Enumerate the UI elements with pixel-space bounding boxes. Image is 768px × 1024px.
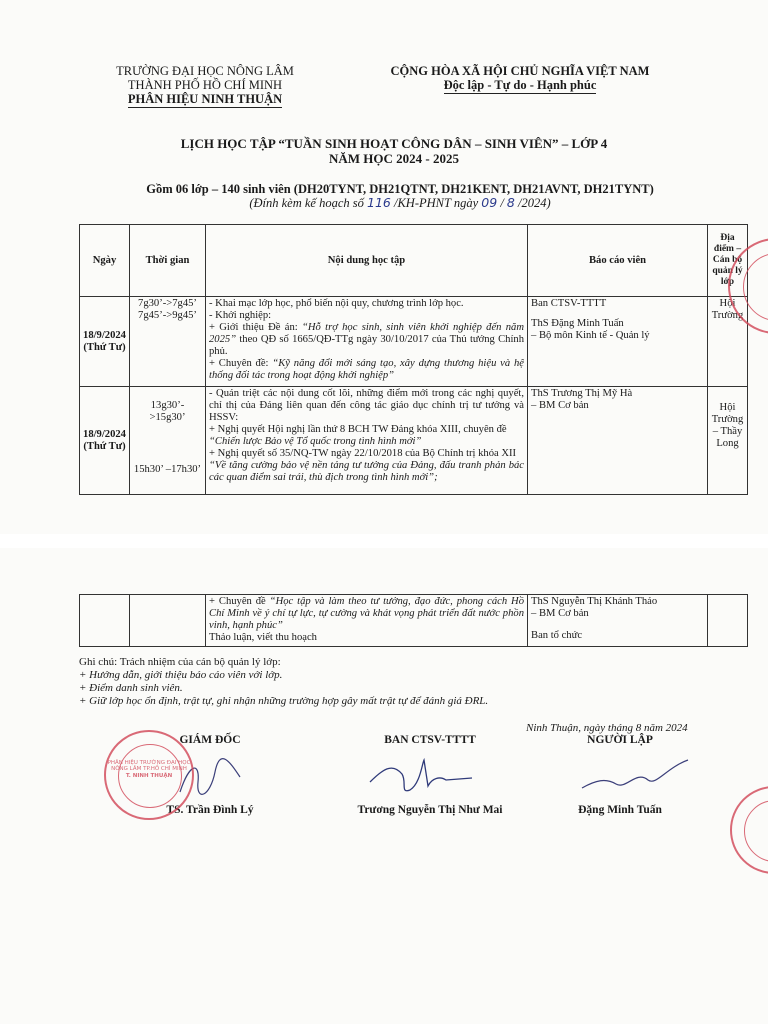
row1-weekday: (Thứ Tư) — [83, 341, 126, 353]
row2-location-value: Hội Trường – Thầy Long — [711, 402, 744, 449]
row1-c4-pre: + Chuyên đề: — [209, 358, 273, 369]
national-header — [386, 64, 654, 94]
plan-number-handwritten: 116 — [367, 195, 391, 210]
attach-suffix: /2024) — [514, 196, 551, 210]
title-line1: LỊCH HỌC TẬP “TUẦN SINH HOẠT CÔNG DÂN – SINH VIÊN” – LỚP 4 — [180, 136, 608, 151]
row3-content-line2: Thảo luận, viết thu hoạch — [209, 632, 317, 643]
preparer-name: Đặng Minh Tuấn — [578, 804, 662, 816]
row1-speaker — [528, 297, 708, 387]
row2-time1: 13g30’->15g30’ — [149, 400, 186, 423]
row2-location — [708, 387, 748, 495]
class-composition: Gồm 06 lớp – 140 sinh viên (DH20TYNT, DH21QTNT, DH21KENT, DH21AVNT, DH21TYNT) — [146, 182, 654, 196]
attach-sep: / — [497, 196, 507, 210]
page-separator — [0, 534, 768, 548]
schedule-table-continued — [79, 594, 748, 647]
stamp-place: T. NINH THUẬN — [125, 772, 173, 779]
row1-speaker-org: Ban CTSV-TTTT — [531, 298, 607, 309]
row1-date-value: 18/9/2024 — [83, 329, 126, 341]
row2-content-line3: + Nghị quyết số 35/NQ-TW ngày 22/10/2018 của Bộ Chính trị khóa XII — [209, 448, 517, 459]
stamp-inner-ring — [743, 253, 768, 321]
row1-speaker-name: ThS Đặng Minh Tuấn — [531, 318, 624, 329]
school-branch: PHÂN HIỆU NINH THUẬN — [127, 92, 283, 106]
preparer-signature — [576, 750, 696, 800]
place-date: Ninh Thuận, ngày tháng 8 năm 2024 — [526, 722, 688, 734]
row2-content-line2: + Nghị quyết Hội nghị lần thứ 8 BCH TW Đảng khóa XIII, chuyên đề — [209, 424, 507, 435]
composition-block — [100, 182, 700, 210]
row3-speaker-dept: – BM Cơ bản — [531, 608, 589, 619]
header-location: Địa điểm – Cán bộ quản lý lớp — [708, 225, 748, 297]
row3-content — [206, 595, 528, 647]
row1-content-line4 — [209, 358, 524, 382]
schedule-table — [79, 224, 748, 495]
day-handwritten: 09 — [481, 195, 498, 210]
director-title: GIÁM ĐỐC — [179, 734, 241, 746]
notes-title: Ghi chú: Trách nhiệm của cán bộ quản lý lớp: — [79, 656, 281, 668]
row3-c1-pre: + Chuyên đề — [209, 596, 270, 607]
row1-content-line3 — [209, 322, 524, 358]
row2-date-value: 18/9/2024 — [83, 428, 126, 440]
row1-date — [80, 297, 130, 387]
preparer-title: NGƯỜI LẬP — [587, 734, 653, 746]
ctsv-name: Trương Nguyễn Thị Như Mai — [357, 804, 503, 816]
row2-content-italic1: “Chiến lược Bảo vệ Tổ quốc trong tình hình mới” — [209, 436, 422, 447]
row2-time2: 15h30’ –17h30’ — [133, 464, 202, 475]
row1-content-line1: - Khai mạc lớp học, phổ biến nội quy, chương trình lớp học. — [209, 298, 464, 309]
table-row — [80, 595, 748, 647]
stamp-org: PHÂN HIỆU TRƯỜNG ĐẠI HỌC NÔNG LÂM TP.HỒ CHÍ MINH — [107, 759, 191, 773]
note-item: + Hướng dẫn, giới thiệu báo cáo viên với lớp. — [79, 669, 283, 681]
row1-content — [206, 297, 528, 387]
document-title — [130, 136, 658, 166]
stamp-text — [106, 760, 192, 780]
row2-speaker-name: ThS Trương Thị Mỹ Hà — [531, 388, 633, 399]
row2-time — [130, 387, 206, 495]
official-stamp — [104, 730, 194, 820]
title-line2: NĂM HỌC 2024 - 2025 — [329, 151, 459, 166]
attach-middle: /KH-PHNT ngày — [390, 196, 482, 210]
row1-c3-post: theo QĐ số 1665/QĐ-TTg ngày 30/10/2017 của Thủ tướng Chính phủ. — [209, 334, 524, 357]
director-name: TS. Trần Đình Lý — [166, 804, 254, 816]
row1-time2: 7g45’->9g45’ — [138, 310, 197, 321]
ctsv-title: BAN CTSV-TTTT — [384, 734, 476, 746]
row2-content — [206, 387, 528, 495]
nation-motto: Độc lập - Tự do - Hạnh phúc — [443, 78, 597, 92]
row1-c4-italic: “Kỹ năng đổi mới sáng tạo, xây dựng thương hiệu và hệ thống đối tác trong hoạt động khởi nghiệp” — [209, 358, 524, 381]
row2-speaker — [528, 387, 708, 495]
table-header-row — [80, 225, 748, 297]
row2-content-line1: - Quán triệt các nội dung cốt lõi, những điểm mới trong các nghị quyết, chỉ thị của Đảng liên quan đến công tác giáo dục chính trị tư tưởng và HSSV: — [209, 388, 524, 423]
school-name-line2: THÀNH PHỐ HỒ CHÍ MINH — [127, 78, 283, 92]
row2-content-italic2: “Về tăng cường bảo vệ nền tảng tư tưởng của Đảng, đấu tranh phản bác các quan điểm sai trái, thù địch trong tình hình mới”; — [209, 460, 524, 483]
row3-time-empty — [130, 595, 206, 647]
row3-content-line1 — [209, 596, 524, 632]
attach-prefix: (Đính kèm kế hoạch số — [249, 196, 368, 210]
row1-speaker-dept: – Bộ môn Kinh tế - Quản lý — [531, 330, 650, 341]
row3-speaker — [528, 595, 708, 647]
month-handwritten: 8 — [506, 195, 515, 210]
row3-speaker-name: ThS Nguyễn Thị Khánh Thảo — [531, 596, 658, 607]
notes-block — [79, 656, 679, 708]
table-row — [80, 297, 748, 387]
row2-weekday: (Thứ Tư) — [83, 440, 126, 452]
row3-location-empty — [708, 595, 748, 647]
note-item: + Giữ lớp học ổn định, trật tự, ghi nhận những trường hợp gây mất trật tự để đánh giá ĐRL. — [79, 695, 489, 707]
row1-c3-pre: + Giới thiệu Đề án: — [209, 322, 303, 333]
row2-date — [80, 387, 130, 495]
row1-location: Hội Trường — [708, 297, 748, 387]
row1-time1: 7g30’->7g45’ — [138, 298, 197, 309]
row3-organizer: Ban tổ chức — [531, 630, 583, 641]
row1-c3-italic: “Hỗ trợ học sinh, sinh viên khởi nghiệp đến năm 2025” — [209, 322, 524, 345]
header-day: Ngày — [80, 225, 130, 297]
row1-content-line2: - Khởi nghiệp: — [209, 310, 272, 321]
note-item: + Điểm danh sinh viên. — [79, 682, 183, 694]
stamp-inner-ring — [744, 800, 768, 862]
school-header — [105, 64, 305, 108]
ctsv-signature — [362, 752, 482, 802]
school-name-line1: TRƯỜNG ĐẠI HỌC NÔNG LÂM — [116, 64, 294, 78]
header-speaker: Báo cáo viên — [528, 225, 708, 297]
attachment-reference — [100, 196, 700, 210]
nation-name: CỘNG HÒA XÃ HỘI CHỦ NGHĨA VIỆT NAM — [390, 64, 650, 78]
row3-date-empty — [80, 595, 130, 647]
table-row — [80, 387, 748, 495]
header-time: Thời gian — [130, 225, 206, 297]
row3-c1-italic: “Học tập và làm theo tư tưởng, đạo đức, phong cách Hồ Chí Minh về ý chí tự lực, tự cường và khát vọng phát triển đất nước phồn vinh, hạnh phúc” — [209, 596, 524, 631]
row1-time — [130, 297, 206, 387]
row2-speaker-dept: – BM Cơ bản — [531, 400, 589, 411]
header-content: Nội dung học tập — [206, 225, 528, 297]
